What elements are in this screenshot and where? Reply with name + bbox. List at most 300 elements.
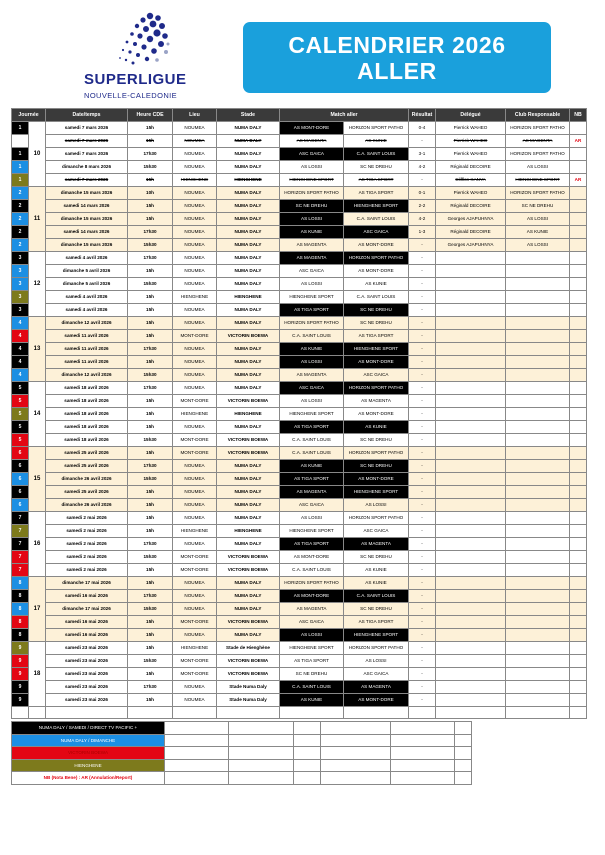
date-cell: samedi 2 mai 2026 [46,512,128,525]
legend-empty-cell [391,734,455,747]
result-cell: - [409,382,436,395]
home-team-cell: AS KUNIE [280,460,344,473]
stade-cell: NUMA DALY [217,252,280,265]
empty-cell [409,707,436,719]
heure-cell: 17h30 [128,590,173,603]
heure-cell: 15h [128,577,173,590]
away-team-cell: HORIZON SPORT PATHO [344,447,409,460]
nb-cell [570,304,587,317]
delegate-cell [436,356,506,369]
away-team-cell: AS TIGA SPORT [344,187,409,200]
stade-cell: VICTORIN BOEWA [217,330,280,343]
delegate-cell: Pierrick WAHEO [436,122,506,135]
legend-empty-cell [391,722,455,735]
table-row [12,122,587,135]
heure-cell: 17h30 [128,226,173,239]
delegate-cell [436,577,506,590]
table-row [12,148,587,161]
journee-cell: 9 [12,694,29,707]
result-cell: - [409,681,436,694]
superligue-logo [82,8,200,108]
date-cell: samedi 7 mars 2026 [46,174,128,187]
club-cell [506,603,570,616]
delegate-cell: Pierrick WAHEO [436,148,506,161]
lieu-cell: HIENGHENE [173,291,217,304]
stade-cell: VICTORIN BOEWA [217,564,280,577]
delegate-cell [436,447,506,460]
club-cell: AS LOSSI [506,213,570,226]
nb-cell [570,369,587,382]
club-cell [506,291,570,304]
stade-cell: NUMA DALY [217,187,280,200]
col-header: NB [570,109,587,122]
legend-empty-cell [455,759,472,772]
heure-cell: 17h30 [128,148,173,161]
stade-cell: NUMA DALY [217,226,280,239]
nb-cell [570,226,587,239]
lieu-cell: NOUMEA [173,694,217,707]
journee-cell: 9 [12,655,29,668]
nb-cell [570,681,587,694]
date-cell: samedi 11 avril 2026 [46,343,128,356]
result-cell: - [409,408,436,421]
home-team-cell: HORIZON SPORT PATHO [280,317,344,330]
home-team-cell: AS MAGENTA [280,603,344,616]
lieu-cell: NOUMEA [173,629,217,642]
club-cell [506,616,570,629]
heure-cell: 15h [128,265,173,278]
nb-cell [570,525,587,538]
stade-cell: Stade Numa Daly [217,681,280,694]
heure-cell: 15h [128,421,173,434]
journee-cell: 5 [12,434,29,447]
result-cell: 3-1 [409,148,436,161]
date-cell: samedi 18 avril 2026 [46,434,128,447]
nb-cell [570,265,587,278]
away-team-cell: ASC GAICA [344,226,409,239]
club-cell [506,590,570,603]
lieu-cell: NOUMEA [173,252,217,265]
away-team-cell: HIENGHENE SPORT [344,486,409,499]
result-cell: 4-2 [409,213,436,226]
table-row [12,551,587,564]
journee-cell: 2 [12,239,29,252]
ball-icon [110,8,172,68]
result-cell: - [409,538,436,551]
delegate-cell [436,291,506,304]
journee-cell: 8 [12,616,29,629]
home-team-cell: AS KUNIE [280,226,344,239]
lieu-cell: NOUMEA [173,239,217,252]
club-cell: AS KUNIE [506,226,570,239]
away-team-cell: AS TIGA SPORT [344,616,409,629]
home-team-cell: ASC GAICA [280,148,344,161]
journee-cell: 6 [12,447,29,460]
result-cell: - [409,291,436,304]
club-cell [506,421,570,434]
legend-row [12,772,592,785]
result-cell: - [409,265,436,278]
heure-cell: 15h [128,200,173,213]
result-cell: - [409,304,436,317]
journee-cell: 4 [12,369,29,382]
empty-row [12,707,587,719]
lieu-cell: NOUMEA [173,681,217,694]
date-cell: dimanche 26 avril 2026 [46,473,128,486]
empty-cell [29,707,46,719]
legend-empty-cell [165,722,229,735]
result-cell: - [409,395,436,408]
heure-cell: 15h30 [128,239,173,252]
home-team-cell: AS LOSSI [280,213,344,226]
home-team-cell: AS MONT-DORE [280,122,344,135]
header-row [12,109,587,122]
club-cell [506,317,570,330]
lieu-cell: NOUMEA [173,369,217,382]
heure-cell: 10h [128,187,173,200]
away-team-cell: SC NE DREHU [344,161,409,174]
nb-cell [570,460,587,473]
club-cell [506,434,570,447]
legend-empty-cell [229,747,294,760]
nb-cell [570,629,587,642]
club-cell [506,486,570,499]
date-cell: samedi 18 avril 2026 [46,395,128,408]
lieu-cell: NOUMEA [173,187,217,200]
heure-cell: 15h [128,642,173,655]
away-team-cell: C.A. SAINT LOUIS [344,213,409,226]
table-row [12,356,587,369]
lieu-cell: MONT-DORE [173,564,217,577]
stade-cell: NUMA DALY [217,343,280,356]
date-cell: samedi 4 avril 2026 [46,252,128,265]
nb-cell [570,252,587,265]
club-cell [506,395,570,408]
delegate-cell [436,668,506,681]
nb-cell [570,291,587,304]
journee-cell: 5 [12,421,29,434]
journee-cell: 4 [12,343,29,356]
result-cell: 2-2 [409,200,436,213]
lieu-cell: NOUMEA [173,590,217,603]
lieu-cell: NOUMEA [173,148,217,161]
result-cell: - [409,655,436,668]
away-team-cell: AS MONT-DORE [344,265,409,278]
empty-cell [217,707,280,719]
away-team-cell: AS MONT-DORE [344,473,409,486]
stade-cell: NUMA DALY [217,499,280,512]
heure-cell: 15h30 [128,655,173,668]
heure-cell: 15h30 [128,161,173,174]
stade-cell: NUMA DALY [217,304,280,317]
lieu-cell: NOUMEA [173,122,217,135]
delegate-cell [436,434,506,447]
round-number: 14 [29,382,46,447]
result-cell: - [409,369,436,382]
lieu-cell: NOUMEA [173,577,217,590]
away-team-cell: AS TIGA SPORT [344,330,409,343]
club-cell [506,278,570,291]
result-cell: - [409,525,436,538]
away-team-cell: HORIZON SPORT PATHO [344,122,409,135]
result-cell: - [409,694,436,707]
heure-cell: 15h [128,525,173,538]
date-cell: samedi 2 mai 2026 [46,564,128,577]
date-cell: samedi 14 mars 2026 [46,200,128,213]
nb-cell [570,434,587,447]
delegate-cell: Pierrick WAHEO [436,135,506,148]
home-team-cell: ASC GAICA [280,616,344,629]
legend-empty-cell [294,747,321,760]
title-banner [243,22,551,93]
stade-cell: NUMA DALY [217,629,280,642]
club-cell [506,473,570,486]
home-team-cell: C.A. SAINT LOUIS [280,681,344,694]
away-team-cell: AS MONT-DORE [344,356,409,369]
journee-cell: 2 [12,187,29,200]
result-cell: - [409,330,436,343]
date-cell: samedi 23 mai 2026 [46,655,128,668]
lieu-cell: NOUMEA [173,278,217,291]
journee-cell: 1 [12,174,29,187]
legend-empty-cell [294,734,321,747]
home-team-cell: AS MAGENTA [280,252,344,265]
table-row [12,564,587,577]
logo-wordmark [84,71,187,88]
club-cell: HORIZON SPORT PATHO [506,148,570,161]
stade-cell: NUMA DALY [217,356,280,369]
date-cell: samedi 11 avril 2026 [46,356,128,369]
club-cell [506,681,570,694]
heure-cell: 15h [128,304,173,317]
legend-empty-cell [165,747,229,760]
result-cell: - [409,473,436,486]
legend-empty-cell [455,722,472,735]
heure-cell: 17h30 [128,681,173,694]
result-cell: - [409,135,436,148]
club-cell: AS MAGENTA [506,135,570,148]
empty-cell [506,707,570,719]
lieu-cell: NOUMEA [173,304,217,317]
date-cell: samedi 14 mars 2026 [46,226,128,239]
delegate-cell [436,538,506,551]
heure-cell: 17h30 [128,460,173,473]
table-row [12,655,587,668]
heure-cell: 15h [128,694,173,707]
lieu-cell: NOUMEA [173,421,217,434]
result-cell: 4-2 [409,161,436,174]
result-cell: - [409,278,436,291]
lieu-cell: MONT-DORE [173,395,217,408]
col-header: Club Responsable [506,109,570,122]
nb-cell [570,590,587,603]
nb-cell [570,317,587,330]
delegate-cell [436,512,506,525]
journee-cell: 6 [12,486,29,499]
journee-cell: 8 [12,629,29,642]
result-cell: - [409,421,436,434]
lieu-cell: HIENGHENE [173,525,217,538]
date-cell: dimanche 15 mars 2026 [46,187,128,200]
round-number: 17 [29,577,46,642]
club-cell [506,460,570,473]
delegate-cell [436,369,506,382]
club-cell [506,408,570,421]
journee-cell: 6 [12,460,29,473]
table-row [12,668,587,681]
round-number: 13 [29,317,46,382]
delegate-cell [436,642,506,655]
result-cell: - [409,499,436,512]
stade-cell: VICTORIN BOEWA [217,655,280,668]
heure-cell: 15h30 [128,473,173,486]
club-cell: AS LOSSI [506,161,570,174]
table-row [12,213,587,226]
away-team-cell: AS KUNIE [344,421,409,434]
nb-cell [570,356,587,369]
result-cell: - [409,447,436,460]
table-row [12,395,587,408]
nb-cell [570,694,587,707]
nb-cell [570,421,587,434]
stade-cell: NUMA DALY [217,421,280,434]
delegate-cell: Pierrick WAHEO [436,187,506,200]
table-row [12,694,587,707]
lieu-cell: NOUMEA [173,343,217,356]
legend-empty-cell [321,759,391,772]
schedule-table [11,108,587,719]
stade-cell: HIENGHENE [217,408,280,421]
legend-empty-cell [391,747,455,760]
journee-cell: 3 [12,278,29,291]
lieu-cell: MONT-DORE [173,655,217,668]
heure-cell: 15h [128,512,173,525]
table-row [12,629,587,642]
date-cell: dimanche 5 avril 2026 [46,265,128,278]
date-cell: samedi 18 avril 2026 [46,408,128,421]
lieu-cell: NOUMEA [173,460,217,473]
club-cell: HORIZON SPORT PATHO [506,187,570,200]
journee-cell: 9 [12,642,29,655]
heure-cell: 15h [128,499,173,512]
lieu-cell: NOUMEA [173,486,217,499]
away-team-cell: C.A. SAINT LOUIS [344,291,409,304]
nb-cell [570,200,587,213]
home-team-cell: AS MAGENTA [280,135,344,148]
col-header: Heure CDE [128,109,173,122]
table-row [12,135,587,148]
stade-cell: NUMA DALY [217,148,280,161]
legend-empty-cell [229,759,294,772]
legend-table [11,721,592,785]
delegate-cell [436,590,506,603]
table-row [12,304,587,317]
away-team-cell: C.A. SAINT LOUIS [344,148,409,161]
nb-cell [570,239,587,252]
heure-cell: 17h30 [128,252,173,265]
nb-cell: AR [570,174,587,187]
delegate-cell [436,330,506,343]
home-team-cell: HIENGHENE SPORT [280,408,344,421]
club-cell [506,551,570,564]
away-team-cell: SC NE DREHU [344,304,409,317]
club-cell [506,265,570,278]
stade-cell: NUMA DALY [217,538,280,551]
empty-cell [280,707,344,719]
lieu-cell: HIENGHENE [173,174,217,187]
home-team-cell: AS MAGENTA [280,369,344,382]
journee-cell: 3 [12,291,29,304]
round-number: 16 [29,512,46,577]
table-row [12,278,587,291]
journee-cell: 8 [12,577,29,590]
delegate-cell [436,408,506,421]
stade-cell: HIENGHENE [217,174,280,187]
club-cell [506,668,570,681]
legend-empty-cell [165,759,229,772]
date-cell: dimanche 8 mars 2026 [46,161,128,174]
date-cell: dimanche 26 avril 2026 [46,499,128,512]
club-cell [506,655,570,668]
result-cell: - [409,603,436,616]
delegate-cell: Réginald DECOIRE [436,161,506,174]
table-row [12,291,587,304]
home-team-cell: HIENGHENE SPORT [280,525,344,538]
title-line1: CALENDRIER 2026 [288,32,506,58]
away-team-cell: AS KUNIE [344,577,409,590]
lieu-cell: NOUMEA [173,382,217,395]
away-team-cell: HORIZON SPORT PATHO [344,642,409,655]
club-cell [506,330,570,343]
delegate-cell [436,460,506,473]
date-cell: samedi 11 avril 2026 [46,330,128,343]
date-cell: dimanche 15 mars 2026 [46,239,128,252]
legend-empty-cell [321,734,391,747]
table-row [12,252,587,265]
journee-cell: 1 [12,135,29,148]
away-team-cell: SC NE DREHU [344,551,409,564]
lieu-cell: HIENGHENE [173,642,217,655]
empty-cell [436,707,506,719]
club-cell [506,525,570,538]
nb-cell [570,486,587,499]
heure-cell: 15h [128,486,173,499]
club-cell [506,304,570,317]
club-cell [506,577,570,590]
legend-row [12,747,592,760]
table-row [12,447,587,460]
date-cell: samedi 23 mai 2026 [46,642,128,655]
table-row [12,421,587,434]
journee-cell: 7 [12,551,29,564]
stade-cell: Stade Numa Daly [217,694,280,707]
nb-cell [570,473,587,486]
date-cell: samedi 4 avril 2026 [46,304,128,317]
club-cell [506,369,570,382]
date-cell: samedi 25 avril 2026 [46,447,128,460]
club-cell [506,343,570,356]
home-team-cell: AS MONT-DORE [280,551,344,564]
home-team-cell: AS TIGA SPORT [280,304,344,317]
delegate-cell: Georges AJAPUHNYA [436,239,506,252]
heure-cell: 15h [128,447,173,460]
table-row [12,226,587,239]
legend-empty-cell [455,734,472,747]
date-cell: samedi 2 mai 2026 [46,551,128,564]
home-team-cell: ASC GAICA [280,499,344,512]
heure-cell: 15h [128,616,173,629]
home-team-cell: AS MAGENTA [280,239,344,252]
